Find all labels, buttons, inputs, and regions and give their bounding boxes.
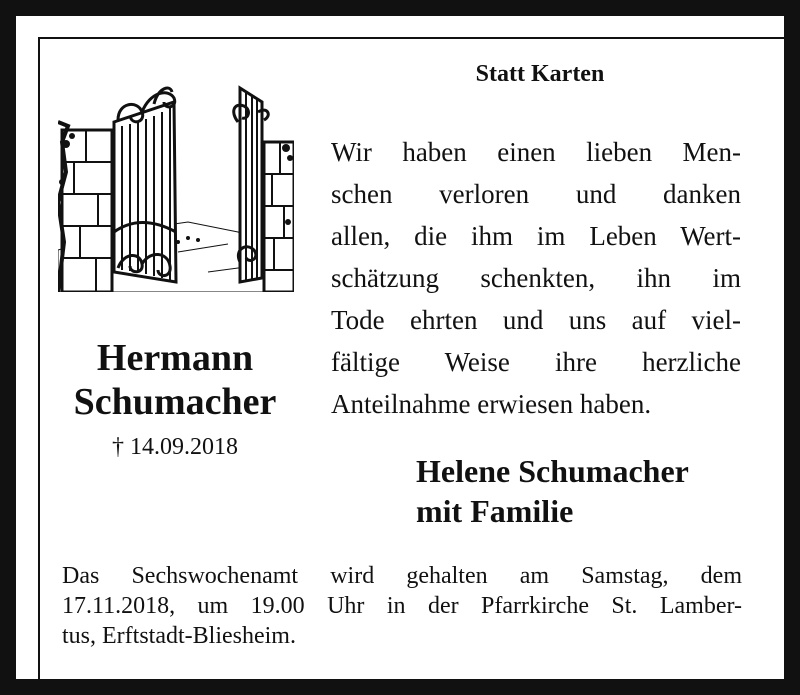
message-line: allen, die ihm im Leben Wert- — [331, 221, 741, 251]
open-gate-illustration — [58, 82, 294, 292]
deceased-first-name: Hermann — [96, 337, 254, 379]
thank-you-message — [331, 131, 741, 425]
death-date: † 14.09.2018 — [112, 434, 238, 460]
deceased-name — [50, 336, 300, 424]
service-announcement — [62, 561, 742, 651]
signature — [416, 451, 756, 531]
message-line: Tode ehrten und uns auf viel- — [331, 305, 741, 335]
message-line: schen verloren und danken — [331, 179, 741, 209]
message-line: fältige Weise ihre herzliche — [331, 347, 741, 377]
footer-line: tus, Erftstadt-Bliesheim. — [62, 623, 296, 649]
signature-line-2: mit Familie — [416, 493, 574, 529]
signature-line-1: Helene Schumacher — [416, 453, 689, 489]
message-line: Anteilnahme erwiesen haben. — [331, 389, 652, 419]
notice-heading: Statt Karten — [475, 61, 605, 87]
footer-line: 17.11.2018, um 19.00 Uhr in der Pfarrkirche St. Lamber- — [62, 593, 742, 619]
message-line: Wir haben einen lieben Men- — [331, 137, 741, 167]
message-line: schätzung schenkten, ihn im — [331, 263, 741, 293]
footer-line: Das Sechswochenamt wird gehalten am Samstag, dem — [62, 563, 742, 589]
deceased-last-name: Schumacher — [73, 381, 277, 423]
